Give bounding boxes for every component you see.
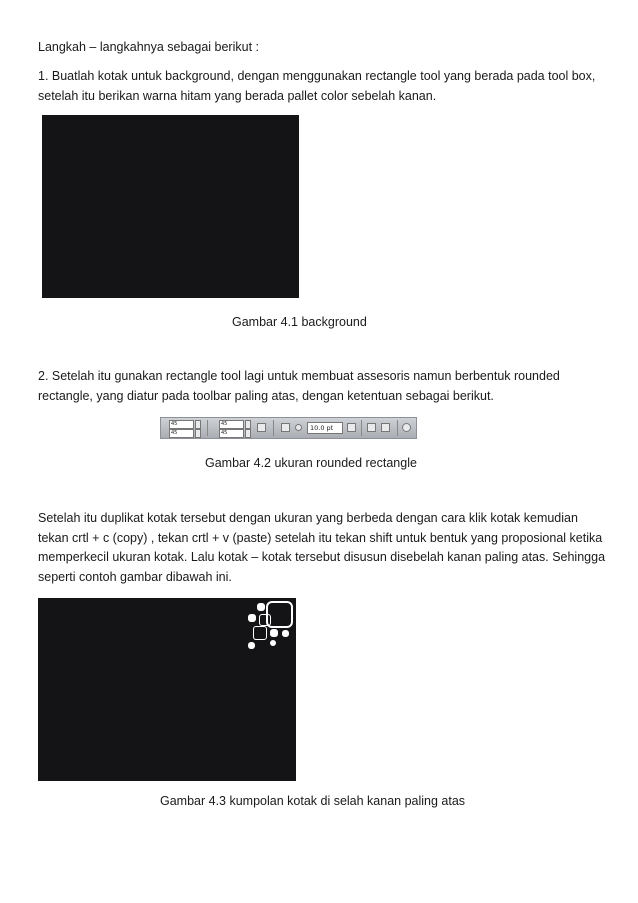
step-2-text: 2. Setelah itu gunakan rectangle tool lagi untuk membuat assesoris namun berbentuk rounded rectangle, yang diatur pada toolbar paling atas, dengan ketentuan sebagai berikut.: [38, 369, 560, 403]
to-front-icon: [381, 423, 390, 432]
corner-bottom-right-field: 45: [219, 429, 244, 438]
intro-text: Langkah – langkahnya sebagai berikut :: [38, 40, 259, 54]
toolbar-separator: [361, 420, 362, 436]
outline-width-field: 10.0 pt: [307, 422, 343, 434]
dropdown-icon: [347, 423, 356, 432]
toolbar-separator: [397, 420, 398, 436]
outline-icon: [295, 424, 302, 431]
spin-arrow-icon: [195, 429, 201, 438]
medium-rounded-square: [253, 626, 267, 640]
small-rounded-square: [270, 629, 278, 637]
small-rounded-square: [270, 640, 276, 646]
caption-figure-4-3: Gambar 4.3 kumpolan kotak di selah kanan paling atas: [160, 794, 466, 808]
lock-icon: [257, 423, 266, 432]
small-rounded-square: [259, 614, 271, 626]
figure-background-rectangle: [42, 115, 299, 298]
spin-arrow-icon: [245, 420, 251, 429]
small-rounded-square: [248, 614, 256, 622]
step-3-text: Setelah itu duplikat kotak tersebut dengan ukuran yang berbeda dengan cara klik kotak kemudian tekan crtl + c (copy) , tekan crtl + v (paste) setelah itu tekan shift untuk bentuk yang proposional ketika memperkecil ukuran kotak. Lalu kotak – kotak tersebut disusun disebelah kanan paling atas. Sehingga seperti contoh gambar dibawah ini.: [38, 511, 606, 584]
toolbar-separator: [273, 420, 274, 436]
toolbar-separator: [207, 420, 208, 436]
step-1-text: 1. Buatlah kotak untuk background, dengan menggunakan rectangle tool yang berada pada tool box, setelah itu berikan warna hitam yang berada pallet color sebelah kanan.: [38, 69, 596, 103]
corner-top-left-field: 45: [169, 420, 194, 429]
corner-bottom-left-field: 45: [169, 429, 194, 438]
small-rounded-square: [257, 603, 265, 611]
rounded-rectangle-toolbar: [160, 417, 417, 439]
to-back-icon: [367, 423, 376, 432]
small-rounded-square: [248, 642, 255, 649]
caption-figure-4-1: Gambar 4.1 background: [232, 315, 367, 329]
figure-arranged-squares: [38, 598, 296, 781]
wrap-icon: [281, 423, 290, 432]
small-rounded-square: [282, 630, 289, 637]
spin-arrow-icon: [195, 420, 201, 429]
caption-figure-4-2: Gambar 4.2 ukuran rounded rectangle: [205, 456, 417, 470]
corner-top-right-field: 45: [219, 420, 244, 429]
spin-arrow-icon: [245, 429, 251, 438]
convert-to-curves-icon: [402, 423, 411, 432]
